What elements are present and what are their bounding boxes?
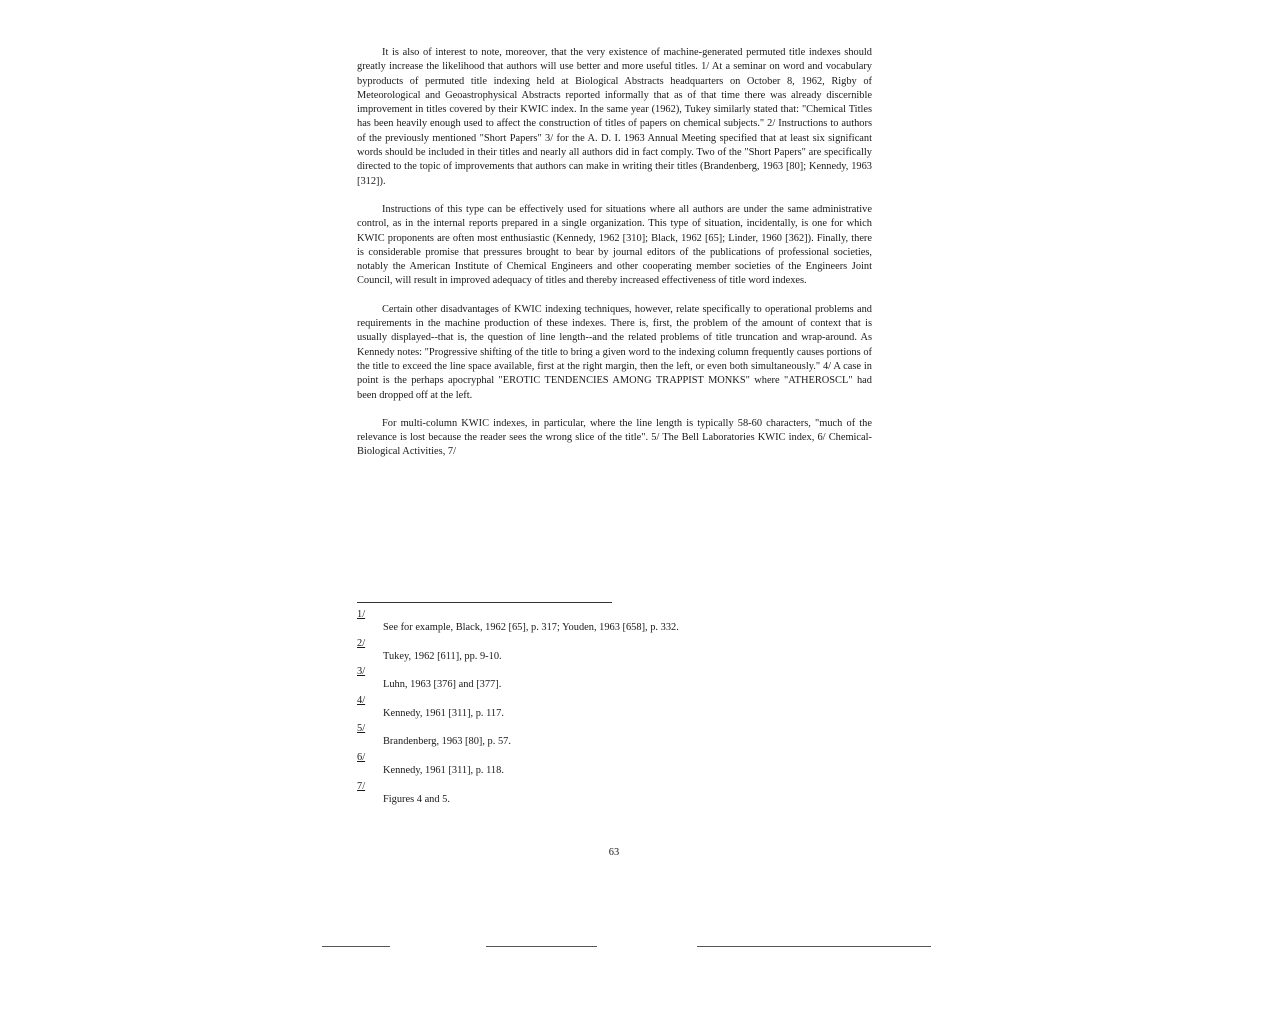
footnote-divider [357, 602, 612, 603]
footnote-mark: 3/ [357, 666, 366, 678]
body-text [357, 46, 872, 474]
footnote-text: See for example, Black, 1962 [65], p. 317; Youden, 1963 [658], p. 332. [383, 622, 679, 633]
footnote-mark: 4/ [357, 694, 366, 706]
footnote-mark: 1/ [357, 609, 366, 620]
footnote-mark: 6/ [357, 751, 366, 763]
footnote-text: Kennedy, 1961 [311], p. 118. [383, 764, 504, 776]
footnote-mark: 5/ [357, 723, 366, 735]
footnote-mark: 7/ [357, 780, 366, 792]
footnote-text: Brandenberg, 1963 [80], p. 57. [383, 736, 511, 748]
scan-artifact-line [322, 946, 390, 947]
footnote-text: Kennedy, 1961 [311], p. 117. [383, 707, 504, 719]
paragraph: It is also of interest to note, moreover, that the very existence of machine-generated permuted title indexes should greatly increase the likelihood that authors will use better and more useful titles. 1/ At a seminar on word and vocabulary byproducts of permuted title indexing held at Biological Abstracts headquarters on October 8, 1962, Rigby of Meteorological and Geoastrophysical Abstracts reported informally that as of that time there was already discernible improvement in titles covered by their KWIC index. In the same year (1962), Tukey similarly stated that: "Chemical Titles has been heavily enough used to affect the construction of titles of papers on chemical subjects." 2/ Instructions to authors of the previously mentioned "Short Papers" 3/ for the A. D. I. 1963 Annual Meeting specified that at least six significant words should be included in their titles and nearly all authors did in fact comply. Two of the "Short Papers" are specifically directed to the topic of improvements that authors can make in writing their titles (Brandenberg, 1963 [80]; Kennedy, 1963 [312]). [357, 47, 872, 187]
footnote-mark: 2/ [357, 637, 366, 649]
paragraph: For multi-column KWIC indexes, in particular, where the line length is typically 58-60 characters, "much of the relevance is lost because the reader sees the wrong slice of the title". 5/ The Bell Laboratories KWIC index, 6/ Chemical-Biological Activities, 7/ [357, 417, 872, 458]
paragraph: Instructions of this type can be effectively used for situations where all authors are under the same administrative control, as in the internal reports prepared in a single organization. This type of situation, incidentally, is one for which KWIC proponents are often most enthusiastic (Kennedy, 1962 [310]; Black, 1962 [65]; Linder, 1960 [362]). Finally, there is considerable promise that pressures brought to bear by journal editors of the publications of professional societies, notably the American Institute of Chemical Engineers and other cooperating member societies of the Engineers Joint Council, will result in improved adequacy of titles and thereby increased effectiveness of title word indexes. [357, 203, 872, 287]
footnote-text: Tukey, 1962 [611], pp. 9-10. [383, 650, 502, 662]
footnote-text: Luhn, 1963 [376] and [377]. [383, 679, 502, 691]
scan-artifact-line [486, 946, 597, 947]
page-number: 63 [608, 847, 620, 858]
footnote-text: Figures 4 and 5. [383, 793, 450, 805]
paragraph: Certain other disadvantages of KWIC indexing techniques, however, relate specifically to operational problems and requirements in the machine production of these indexes. There is, first, the problem of the amount of context that is usually displayed--that is, the question of line length--and the related problems of title truncation and wrap-around. As Kennedy notes: "Progressive shifting of the title to bring a given word to the indexing column frequently causes portions of the title to exceed the line space available, first at the right margin, then the left, or even both simultaneously." 4/ A case in point is the perhaps apocryphal "EROTIC TENDENCIES AMONG TRAPPIST MONKS" where "ATHEROSCL" had been dropped off at the left. [357, 303, 872, 401]
scan-artifact-line [697, 946, 931, 947]
